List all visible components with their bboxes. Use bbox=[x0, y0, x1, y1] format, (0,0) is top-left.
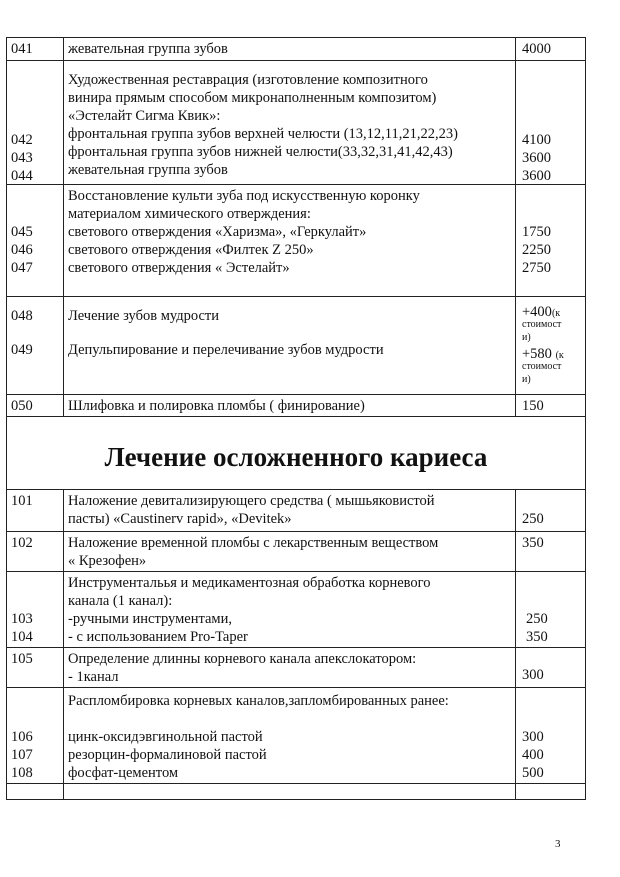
code-cell: 105 bbox=[7, 648, 64, 687]
code-cell: 102 bbox=[7, 532, 64, 571]
code: 043 bbox=[11, 150, 33, 166]
desc-cell bbox=[64, 490, 516, 531]
code-cell bbox=[7, 784, 64, 799]
price: +400 bbox=[522, 304, 552, 320]
desc-line: резорцин-формалиновой пастой bbox=[68, 747, 267, 763]
desc-line: Распломбировка корневых каналов,запломбированных ранее: bbox=[68, 693, 449, 709]
price: 500 bbox=[522, 765, 544, 781]
desc-cell bbox=[64, 572, 516, 647]
price: 400 bbox=[522, 747, 544, 763]
desc-line: фронтальная группа зубов нижней челюсти(33,32,31,41,42,43) bbox=[68, 144, 453, 160]
desc-line: материалом химического отверждения: bbox=[68, 206, 311, 222]
table-row bbox=[6, 648, 586, 688]
desc-line: Наложение девитализирующего средства ( мышьяковистой bbox=[68, 493, 435, 509]
code: 106 bbox=[11, 729, 33, 745]
table-row bbox=[6, 532, 586, 572]
price: 2250 bbox=[522, 242, 551, 258]
desc-line: - с использованием Pro-Taper bbox=[68, 629, 248, 645]
price-cell bbox=[516, 490, 585, 531]
table-row bbox=[6, 297, 586, 395]
desc-line: цинк-оксидэвгинольной пастой bbox=[68, 729, 263, 745]
price-cell bbox=[516, 61, 585, 184]
desc-line: светового отверждения «Харизма», «Геркулайт» bbox=[68, 224, 367, 240]
desc-line: Определение длинны корневого канала апекслокатором: bbox=[68, 651, 417, 667]
table-row bbox=[6, 572, 586, 648]
code: 047 bbox=[11, 260, 33, 276]
price-note: и) bbox=[522, 332, 531, 343]
desc-cell: Шлифовка и полировка пломбы ( финирование) bbox=[64, 395, 516, 416]
price: 4100 bbox=[522, 132, 551, 148]
desc-line: светового отверждения « Эстелайт» bbox=[68, 260, 290, 276]
code: 048 bbox=[11, 308, 33, 324]
desc-line: пасты) «Caustinerv rapid», «Devitek» bbox=[68, 511, 292, 527]
desc-line: Инструментальья и медикаментозная обработка корневого bbox=[68, 575, 431, 591]
table-row bbox=[6, 185, 586, 297]
code-cell: 101 bbox=[7, 490, 64, 531]
desc-line: жевательная группа зубов bbox=[68, 162, 228, 178]
code-cell bbox=[7, 185, 64, 296]
desc-line: винира прямым способом микронаполненным композитом) bbox=[68, 90, 437, 106]
desc-cell bbox=[64, 185, 516, 296]
code: 103 bbox=[11, 611, 33, 627]
page-number: 3 bbox=[555, 838, 561, 850]
desc-cell bbox=[64, 648, 516, 687]
price: 300 bbox=[522, 667, 544, 683]
code: 042 bbox=[11, 132, 33, 148]
price-cell: 350 bbox=[522, 535, 544, 551]
desc-line: -ручными инструментами, bbox=[68, 611, 232, 627]
desc-line: «Эстелайт Сигма Квик»: bbox=[68, 108, 221, 124]
desc-line: фосфат-цементом bbox=[68, 765, 179, 781]
code-cell: 041 bbox=[7, 38, 64, 60]
code-cell bbox=[7, 297, 64, 394]
code: 104 bbox=[11, 629, 33, 645]
desc-cell bbox=[64, 532, 516, 571]
desc-line: фронтальная группа зубов верхней челюсти (13,12,11,21,22,23) bbox=[68, 126, 458, 142]
table-row bbox=[6, 490, 586, 532]
section-title: Лечение осложненного кариеса bbox=[104, 442, 488, 472]
desc-line: - 1канал bbox=[68, 669, 119, 685]
desc-line: канала (1 канал): bbox=[68, 593, 173, 609]
price-cell: 150 bbox=[522, 398, 544, 414]
price-note: стоимост bbox=[522, 361, 562, 372]
code-cell bbox=[7, 688, 64, 783]
desc-cell bbox=[64, 61, 516, 184]
code-cell: 050 bbox=[7, 395, 64, 416]
desc-line: Лечение зубов мудрости bbox=[68, 308, 219, 324]
price: 250 bbox=[522, 511, 544, 527]
desc-line: Восстановление культи зуба под искусственную коронку bbox=[68, 188, 420, 204]
code: 049 bbox=[11, 342, 33, 358]
price-note: стоимост bbox=[522, 319, 562, 330]
table-row bbox=[6, 688, 586, 784]
table-row-empty bbox=[6, 784, 586, 800]
code: 045 bbox=[11, 224, 33, 240]
price-cell bbox=[516, 185, 585, 296]
code-cell bbox=[7, 572, 64, 647]
section-heading-row bbox=[6, 417, 586, 490]
price-cell bbox=[516, 648, 585, 687]
price: 1750 bbox=[522, 224, 551, 240]
price-note: и) bbox=[522, 374, 531, 385]
price: 250 bbox=[526, 611, 548, 627]
price-note: (к bbox=[551, 308, 561, 319]
price-table bbox=[6, 37, 586, 800]
table-row bbox=[6, 395, 586, 417]
table-row bbox=[6, 61, 586, 185]
price: +580 bbox=[522, 346, 552, 362]
desc-line: светового отверждения «Филтек Z 250» bbox=[68, 242, 314, 258]
desc-line: « Крезофен» bbox=[68, 553, 147, 569]
price-cell bbox=[516, 297, 585, 394]
price: 300 bbox=[522, 729, 544, 745]
desc-line: Художественная реставрация (изготовление композитного bbox=[68, 72, 428, 88]
price-cell bbox=[516, 784, 585, 799]
price: 350 bbox=[526, 629, 548, 645]
code: 046 bbox=[11, 242, 33, 258]
table-row bbox=[6, 37, 586, 61]
desc-cell bbox=[64, 297, 516, 394]
code-cell bbox=[7, 61, 64, 184]
desc-line: Депульпирование и перелечивание зубов мудрости bbox=[68, 342, 384, 358]
price: 3600 bbox=[522, 168, 551, 184]
code: 107 bbox=[11, 747, 33, 763]
desc-cell bbox=[64, 784, 516, 799]
price-cell: 4000 bbox=[522, 41, 551, 57]
price-cell bbox=[516, 572, 585, 647]
code: 044 bbox=[11, 168, 33, 184]
desc-cell: жевательная группа зубов bbox=[64, 38, 516, 60]
price: 2750 bbox=[522, 260, 551, 276]
price-note: (к bbox=[555, 350, 564, 361]
desc-cell bbox=[64, 688, 516, 783]
code: 108 bbox=[11, 765, 33, 781]
price: 3600 bbox=[522, 150, 551, 166]
desc-line: Наложение временной пломбы с лекарственным веществом bbox=[68, 535, 439, 551]
price-cell bbox=[516, 688, 585, 783]
